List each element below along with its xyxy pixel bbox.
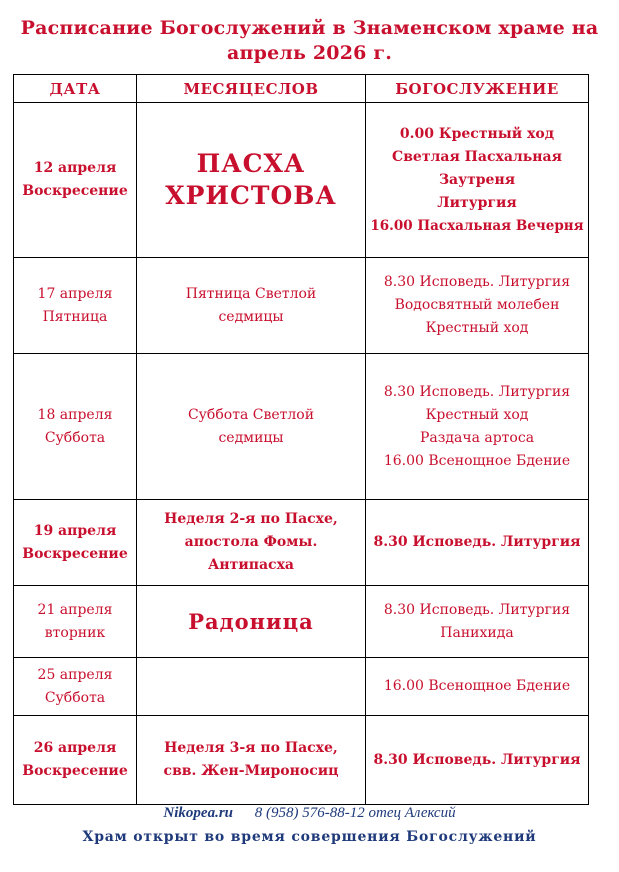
date-cell: [14, 500, 137, 586]
date: 19 апреля: [33, 522, 117, 539]
weekday: Воскресение: [22, 763, 128, 779]
feast-line: свв. Жен-Мироносиц: [163, 763, 339, 779]
service-cell: [366, 258, 589, 354]
weekday: Пятница: [42, 308, 108, 325]
feast-line: Пятница Светлой: [185, 285, 317, 302]
table-row: [14, 658, 589, 716]
weekday: вторник: [44, 624, 106, 641]
date-cell: [14, 716, 137, 805]
title-line-1: Расписание Богослужений в Знаменском храме на: [20, 17, 599, 39]
service-line: Светлая Пасхальная: [392, 148, 562, 165]
service-line: 16.00 Всенощное Бдение: [383, 452, 571, 469]
date-cell: [14, 658, 137, 716]
feast-line: седмицы: [218, 308, 284, 325]
feast-cell: [137, 258, 366, 354]
schedule-table: [13, 74, 589, 805]
header-calendar: МЕСЯЦЕСЛОВ: [137, 75, 366, 103]
table-row: [14, 500, 589, 586]
table-row: [14, 103, 589, 258]
feast-line: ХРИСТОВА: [165, 181, 337, 210]
date: 17 апреля: [37, 285, 113, 302]
feast-line: Антипасха: [208, 557, 294, 573]
date-cell: [14, 354, 137, 500]
service-line: Литургия: [437, 194, 517, 211]
service-line: 8.30 Исповедь. Литургия: [383, 274, 571, 290]
feast-cell: [137, 103, 366, 258]
table-row: [14, 586, 589, 658]
service-cell: [366, 500, 589, 586]
date-cell: [14, 258, 137, 354]
weekday: Суббота: [44, 689, 106, 706]
feast-line: Радоница: [188, 609, 314, 634]
feast-cell: [137, 658, 366, 716]
header-date: ДАТА: [14, 75, 137, 103]
service-line: Панихида: [440, 624, 514, 641]
table-row: [14, 716, 589, 805]
page-title: [0, 16, 619, 66]
footer-note: Храм открыт во время совершения Богослужений: [82, 829, 537, 845]
service-line: Крестный ход: [425, 320, 529, 336]
date: 12 апреля: [33, 160, 117, 176]
date: 26 апреля: [33, 740, 117, 756]
date: 18 апреля: [37, 406, 113, 423]
feast-cell: [137, 354, 366, 500]
service-cell: [366, 716, 589, 805]
weekday: Суббота: [44, 429, 106, 446]
service-line: Крестный ход: [425, 406, 529, 423]
title-line-2: апрель 2026 г.: [226, 42, 393, 64]
table-row: [14, 258, 589, 354]
service-line: Водосвятный молебен: [394, 297, 560, 313]
date: 21 апреля: [37, 601, 113, 618]
service-line: 16.00 Пасхальная Вечерня: [370, 217, 584, 234]
date-cell: [14, 103, 137, 258]
feast-cell: [137, 586, 366, 658]
service-line: 16.00 Всенощное Бдение: [383, 678, 571, 694]
service-line: 8.30 Исповедь. Литургия: [373, 751, 581, 768]
date-cell: [14, 586, 137, 658]
phone-contact: 8 (958) 576-88-12 отец Алексий: [254, 805, 456, 821]
service-line: 8.30 Исповедь. Литургия: [373, 534, 581, 550]
feast-line: апостола Фомы.: [184, 534, 318, 550]
footer-contact: [0, 805, 619, 822]
feast-line: Суббота Светлой: [187, 406, 315, 423]
feast-line: седмицы: [218, 429, 284, 446]
service-line: Заутреня: [438, 171, 516, 188]
service-line: 8.30 Исповедь. Литургия: [383, 601, 571, 618]
service-cell: [366, 658, 589, 716]
service-cell: [366, 103, 589, 258]
service-cell: [366, 354, 589, 500]
weekday: Воскресение: [22, 545, 128, 562]
header-row: [14, 75, 589, 103]
site-link[interactable]: Nikopea.ru: [163, 805, 234, 821]
service-line: Раздача артоса: [419, 429, 535, 446]
date: 25 апреля: [37, 666, 113, 683]
service-line: 0.00 Крестный ход: [399, 125, 555, 142]
feast-line: ПАСХА: [196, 149, 306, 178]
feast-line: Неделя 2-я по Пасхе,: [164, 511, 338, 527]
weekday: Воскресение: [22, 183, 128, 199]
feast-cell: [137, 716, 366, 805]
service-cell: [366, 586, 589, 658]
table-row: [14, 354, 589, 500]
service-line: 8.30 Исповедь. Литургия: [383, 383, 571, 400]
feast-cell: [137, 500, 366, 586]
feast-line: Неделя 3-я по Пасхе,: [164, 740, 338, 756]
header-service: БОГОСЛУЖЕНИЕ: [366, 75, 589, 103]
